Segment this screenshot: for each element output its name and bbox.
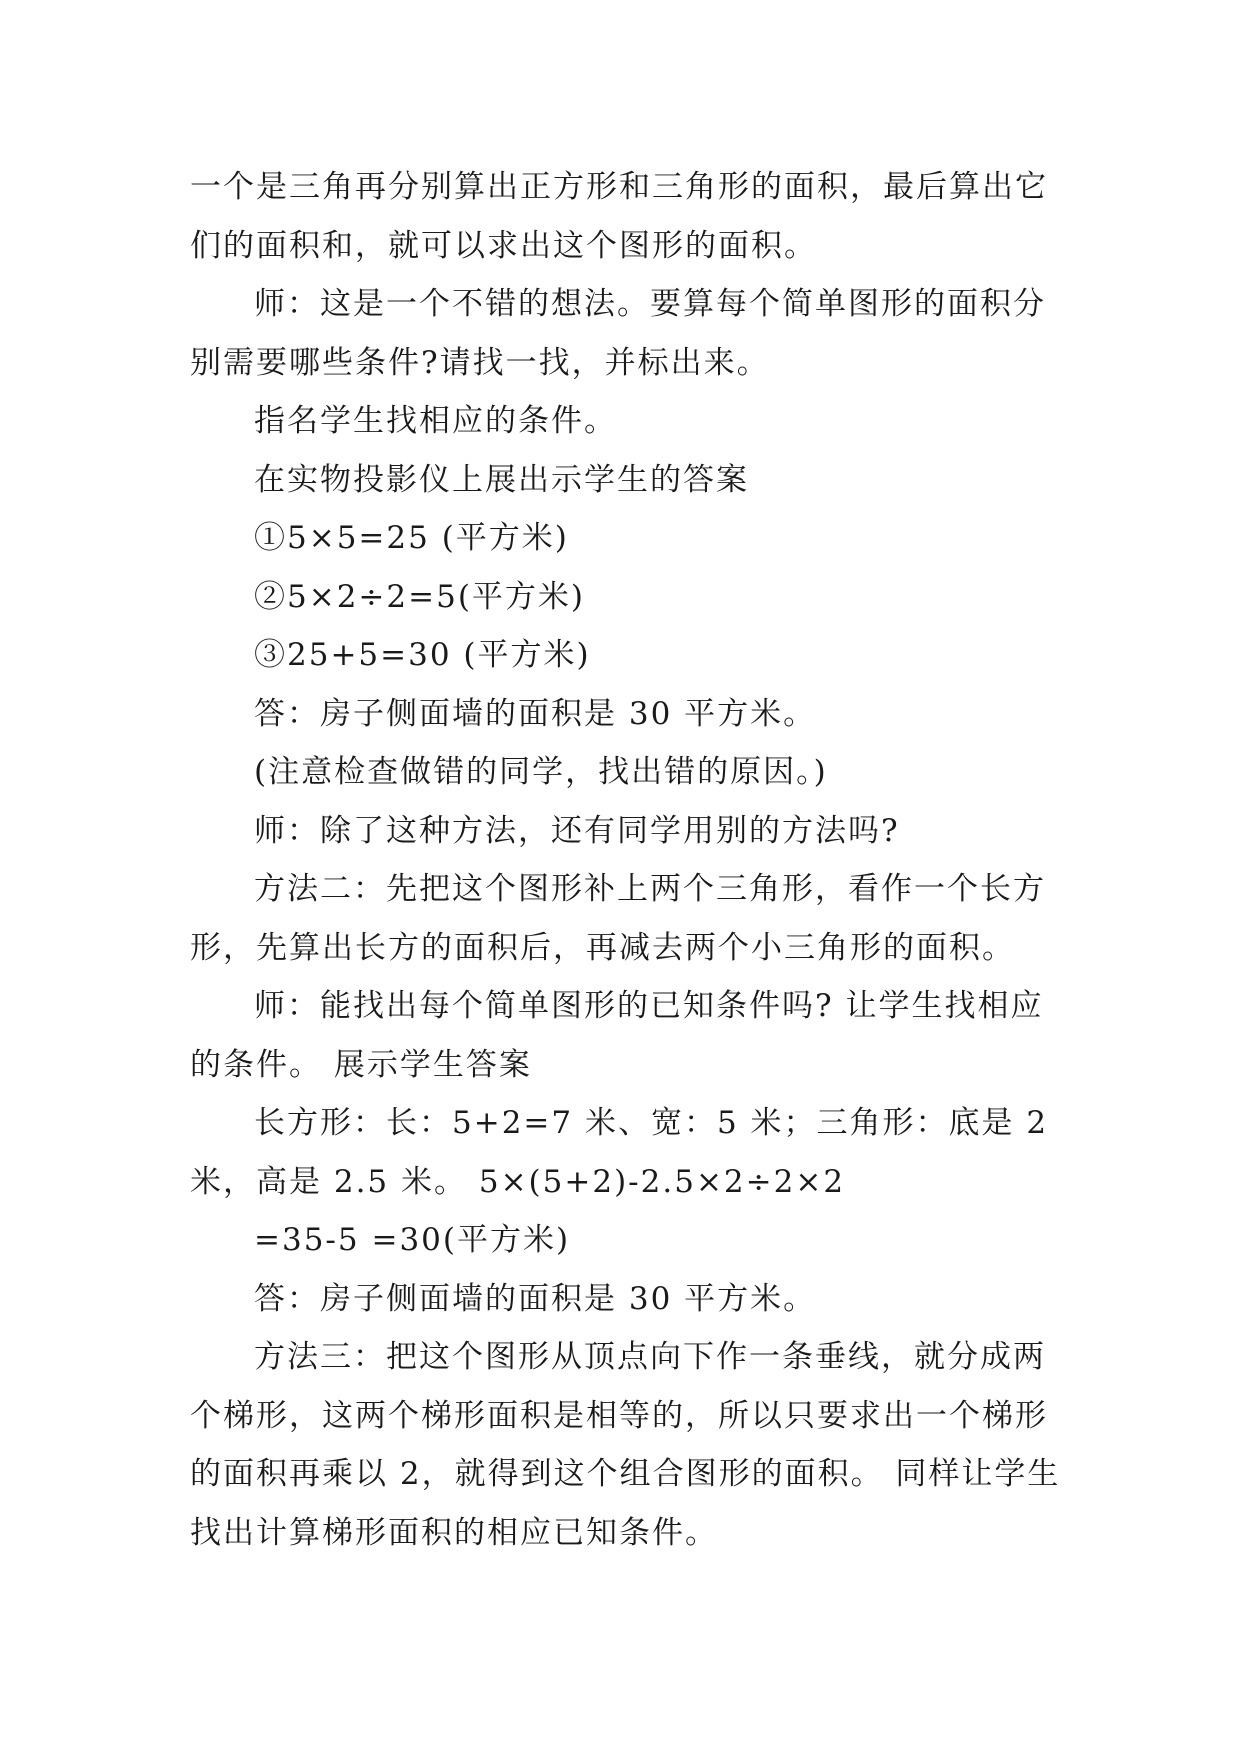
answer-line: 答：房子侧面墙的面积是 30 平方米。 xyxy=(254,695,817,732)
paragraph: 师：除了这种方法，还有同学用别的方法吗? xyxy=(254,812,900,849)
note-line: (注意检查做错的同学，找出错的原因。) xyxy=(254,754,828,790)
formula-line: ②5×2÷2=5(平方米) xyxy=(254,578,586,615)
paragraph: 指名学生找相应的条件。 xyxy=(254,403,617,439)
formula-line: ①5×5=25 (平方米) xyxy=(254,520,569,556)
formula-line: =35-5 =30(平方米) xyxy=(254,1222,571,1258)
paragraph: 师：能找出每个简单图形的已知条件吗? 让学生找相应的条件。 展示学生答案 xyxy=(190,988,1044,1083)
answer-line: 答：房子侧面墙的面积是 30 平方米。 xyxy=(254,1280,817,1317)
paragraph: 师：这是一个不错的想法。要算每个简单图形的面积分别需要哪些条件?请找一找，并标出来。 xyxy=(190,286,1046,381)
formula-line: ③25+5=30 (平方米) xyxy=(254,637,591,673)
document-body xyxy=(190,158,1070,1562)
paragraph: 方法二：先把这个图形补上两个三角形，看作一个长方形，先算出长方的面积后，再减去两个小三角形的面积。 xyxy=(190,871,1046,966)
paragraph: 一个是三角再分别算出正方形和三角形的面积，最后算出它们的面积和，就可以求出这个图形的面积。 xyxy=(190,169,1048,264)
paragraph: 在实物投影仪上展出示学生的答案 xyxy=(254,461,749,498)
paragraph: 方法三：把这个图形从顶点向下作一条垂线，就分成两个梯形，这两个梯形面积是相等的，所以只要求出一个梯形的面积再乘以 2，就得到这个组合图形的面积。 同样让学生找出计算梯形面积的相应已知条件。 xyxy=(190,1339,1061,1551)
paragraph: 长方形：长：5+2=7 米、宽：5 米；三角形：底是 2 米，高是 2.5 米。 5×(5+2)-2.5×2÷2×2 xyxy=(190,1105,1060,1200)
